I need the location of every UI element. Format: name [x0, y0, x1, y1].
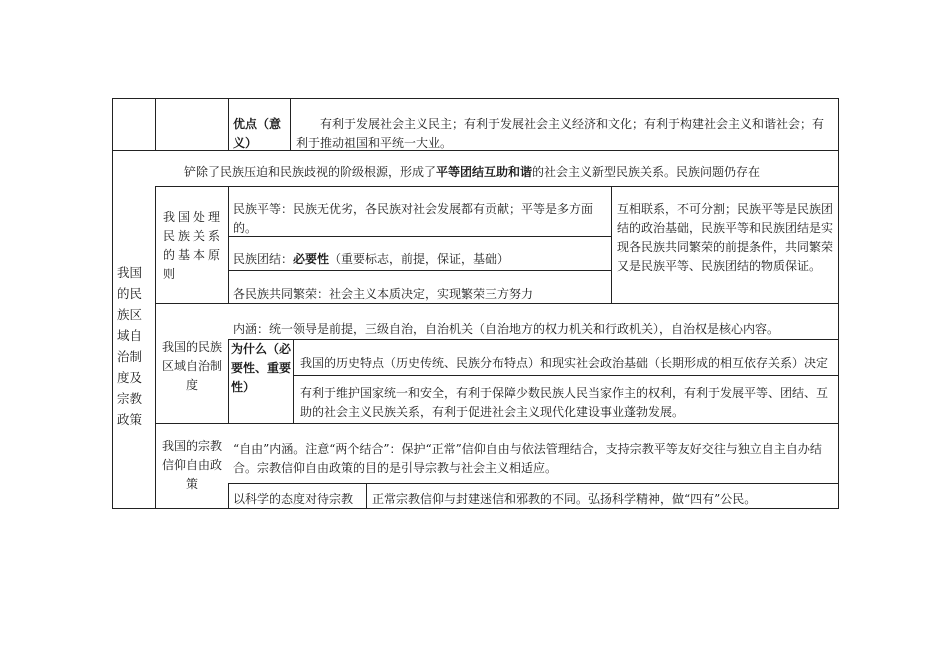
table-border — [293, 339, 294, 424]
advantages-label: 优点（意义） — [233, 117, 282, 150]
table-border — [155, 423, 838, 424]
section-title: 我国的民族区域自治制度及宗教政策 — [117, 265, 143, 427]
autonomy-necessity: 我国的历史特点（历史传统、民族分布特点）和现实社会政治基础（长期形成的相互依存关系）决定 — [300, 356, 829, 370]
table-border — [228, 483, 229, 509]
table-border — [155, 186, 156, 509]
table-border — [155, 186, 838, 187]
table-border — [290, 98, 291, 151]
religion-label: 我国的宗教信仰自由政策 — [162, 439, 223, 491]
unity-suffix: （重要标志，前提，保证，基础） — [329, 252, 510, 266]
intro-prefix: 铲除了民族压迫和民族歧视的阶级根源，形成了 — [184, 165, 437, 179]
table-border — [228, 339, 838, 340]
principle-equality: 民族平等：民族无优劣，各民族对社会发展都有贡献；平等是多方面的。 — [233, 202, 594, 235]
principle-prosperity: 各民族共同繁荣：社会主义本质决定，实现繁荣三方努力 — [233, 287, 534, 301]
unity-prefix: 民族团结： — [233, 252, 294, 266]
table-border — [838, 98, 839, 509]
principles-relation: 互相联系，不可分割；民族平等是民族团结的政治基础，民族平等和民族团结是实现各民族共同繁荣的前提条件，共同繁荣又是民族平等、民族团结的物质保证。 — [617, 202, 834, 273]
table-border — [293, 375, 838, 376]
autonomy-content: 内涵：统一领导是前提，三级自治，自治机关（自治地方的权力机关和行政机关），自治权是核心内容。 — [233, 322, 780, 336]
science-content: 正常宗教信仰与封建迷信和邪教的不同。弘扬科学精神，做“四有”公民。 — [372, 492, 757, 506]
table-border — [228, 98, 229, 151]
intro-text — [160, 163, 832, 182]
table-border — [228, 186, 229, 304]
principle-unity — [233, 250, 605, 269]
table-border — [155, 98, 156, 151]
advantages-content: 有利于发展社会主义民主；有利于发展社会主义经济和文化；有利于构建社会主义和谐社会；有利于推动祖国和平统一大业。 — [296, 117, 825, 150]
autonomy-label: 我国的民族区域自治制度 — [162, 340, 223, 392]
unity-bold: 必要性 — [293, 252, 330, 266]
why-label: 为什么（必要性、重要性） — [231, 342, 292, 394]
science-label: 以科学的态度对待宗教 — [233, 492, 354, 506]
intro-bold: 平等团结互助和谐 — [436, 165, 533, 179]
table-border — [228, 270, 611, 271]
table-border — [228, 339, 229, 424]
religion-content: “自由”内涵。注意“两个结合”：保护“正常”信仰自由与依法管理结合，支持宗教平等友好交往与独立自主自办结合。宗教信仰自由政策的目的是引导宗教与社会主义相适应。 — [233, 442, 822, 475]
intro-suffix: 的社会主义新型民族关系。民族问题仍存在 — [532, 165, 761, 179]
table-border — [611, 186, 612, 304]
table-border — [366, 483, 367, 509]
table-border — [112, 98, 113, 509]
principles-label: 我国处理民族关系的基本原则 — [163, 210, 224, 281]
table-border — [112, 98, 838, 99]
autonomy-importance: 有利于维护国家统一和安全，有利于保障少数民族人民当家作主的权利，有利于发展平等、团结、互助的社会主义民族关系，有利于促进社会主义现代化建设事业蓬勃发展。 — [300, 386, 829, 419]
table-border — [228, 483, 838, 484]
